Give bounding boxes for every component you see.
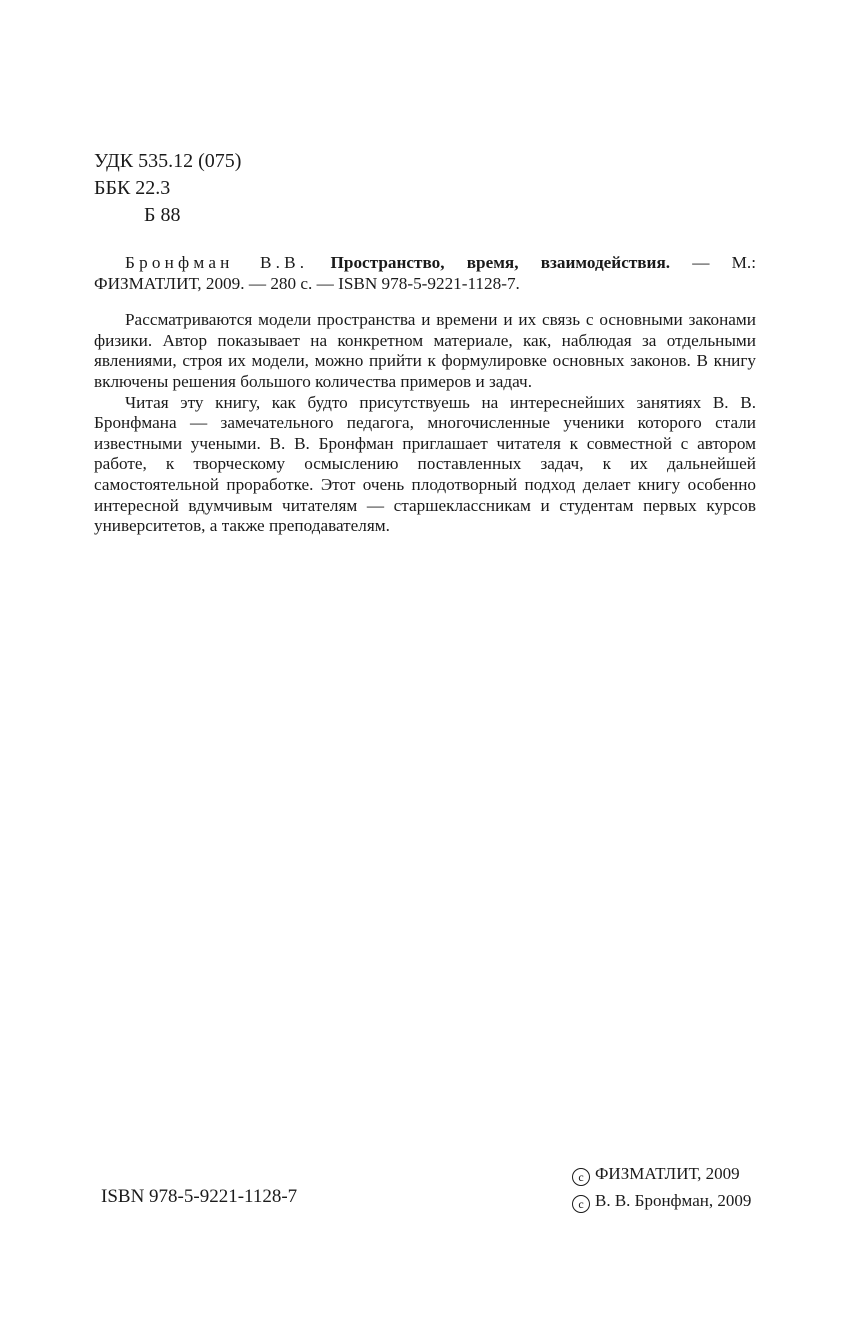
copyright-block (572, 1160, 751, 1214)
copyright-publisher (572, 1160, 751, 1187)
citation-author: Бронфман В.В. (125, 253, 309, 272)
bbk-code: ББК 22.3 (94, 177, 171, 199)
citation-details: — М.: ФИЗМАТЛИТ, 2009. — 280 с. — ISBN 978-5-9221-1128-7. (94, 253, 757, 293)
citation-title: Пространство, время, взаимодействия. (330, 253, 671, 272)
copyright-author-text: В. В. Бронфман, 2009 (595, 1191, 752, 1210)
abstract-paragraph-2: Читая эту книгу, как будто присутствуешь на интереснейших занятиях В. В. Бронфмана — замечательного педагога, многочисленные ученики которого стали известными учеными. В. В. Бронфман приглашает читателя к совместной с автором работе, к творческому осмыслению поставленных задач, к их дальнейшей самостоятельной проработке. Этот очень плодотворный подход делает книгу особенно интересной вдумчивым читателям — старшеклассникам и студентам первых курсов университетов, а также преподавателям. (94, 392, 756, 536)
classification-block (94, 148, 241, 229)
copyright-author (572, 1187, 751, 1214)
author-mark: Б 88 (144, 204, 181, 226)
copyright-icon: c (572, 1168, 590, 1186)
annotation-block (94, 253, 756, 537)
copyright-publisher-text: ФИЗМАТЛИТ, 2009 (595, 1164, 740, 1183)
isbn-number: ISBN 978-5-9221-1128-7 (101, 1186, 298, 1207)
bibliographic-citation (94, 253, 756, 294)
abstract-paragraph-1: Рассматриваются модели пространства и времени и их связь с основными законами физики. Автор показывает на конкретном материале, как, наблюдая за отдельными явлениями, строя их модели, можно прийти к формулировке основных законов. В книгу включены решения большого количества примеров и задач. (94, 310, 756, 391)
udk-code: УДК 535.12 (075) (94, 150, 242, 172)
copyright-icon: c (572, 1195, 590, 1213)
